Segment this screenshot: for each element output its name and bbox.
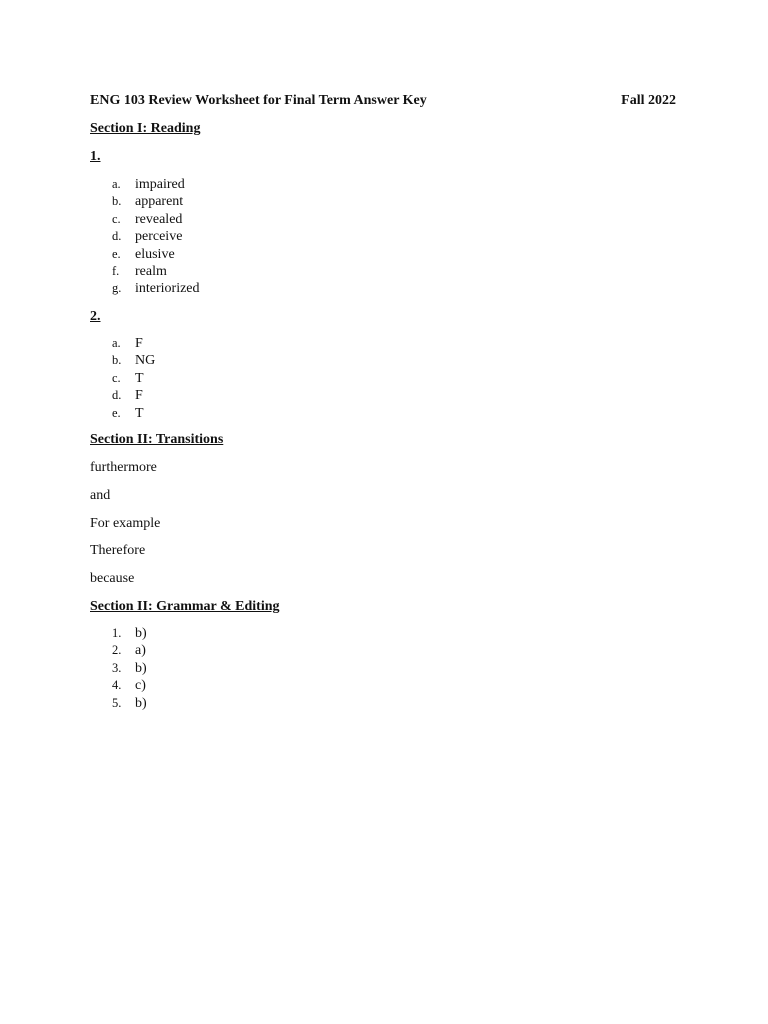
list-item [112, 193, 200, 210]
list-marker: c. [112, 211, 121, 226]
document-title: ENG 103 Review Worksheet for Final Term Answer Key [90, 93, 427, 108]
list-text: realm [135, 263, 167, 279]
section-grammar-heading: Section II: Grammar & Editing [90, 599, 280, 614]
grammar-list [112, 625, 147, 712]
list-marker: 3. [112, 660, 122, 675]
list-text: NG [135, 353, 156, 369]
question-1-list [112, 176, 200, 298]
transition-answer: because [90, 571, 135, 586]
transition-answer: and [90, 488, 111, 503]
list-item [112, 211, 200, 228]
list-text: apparent [135, 194, 184, 210]
list-item [112, 677, 147, 694]
list-text: revealed [135, 211, 183, 227]
document-term: Fall 2022 [621, 93, 676, 108]
section-reading-heading: Section I: Reading [90, 121, 201, 136]
list-text: elusive [135, 246, 175, 262]
list-marker: 1. [112, 626, 122, 640]
list-item [112, 370, 155, 387]
list-text: perceive [135, 229, 183, 245]
question-1-label: 1. [90, 149, 101, 164]
list-marker: 2. [112, 643, 122, 658]
list-item [112, 352, 155, 369]
list-text: F [135, 336, 143, 351]
list-marker: g. [112, 281, 122, 296]
section-transitions-heading: Section II: Transitions [90, 432, 224, 447]
list-text: F [135, 388, 143, 404]
list-item [112, 246, 200, 263]
list-item [112, 228, 200, 245]
list-marker: f. [112, 263, 120, 278]
list-marker: b. [112, 194, 122, 209]
list-text: b) [135, 695, 147, 711]
transition-answer: furthermore [90, 460, 157, 475]
list-marker: 5. [112, 695, 122, 710]
transition-answer: Therefore [90, 543, 146, 558]
list-item [112, 387, 155, 404]
list-item [112, 660, 147, 677]
list-marker: d. [112, 229, 122, 244]
transition-answer: For example [90, 516, 161, 531]
list-item [112, 280, 200, 297]
list-item [112, 335, 155, 352]
list-marker: b. [112, 353, 122, 368]
list-text: b) [135, 626, 147, 641]
list-marker: e. [112, 246, 121, 261]
list-text: a) [135, 643, 146, 659]
question-2-list [112, 335, 155, 422]
list-marker: e. [112, 405, 121, 420]
list-item [112, 263, 200, 280]
list-item [112, 405, 155, 422]
list-text: b) [135, 660, 147, 676]
list-item [112, 642, 147, 659]
list-marker: a. [112, 336, 121, 350]
list-marker: c. [112, 370, 121, 385]
list-marker: d. [112, 388, 122, 403]
list-text: T [135, 405, 144, 421]
list-item [112, 695, 147, 712]
list-marker: a. [112, 177, 121, 191]
list-text: c) [135, 678, 146, 694]
list-text: impaired [135, 177, 185, 192]
question-2-label: 2. [90, 309, 101, 324]
list-item [112, 625, 147, 642]
list-text: T [135, 370, 144, 386]
list-item [112, 176, 200, 193]
list-text: interiorized [135, 281, 200, 297]
document-header [90, 92, 676, 110]
list-marker: 4. [112, 678, 122, 693]
